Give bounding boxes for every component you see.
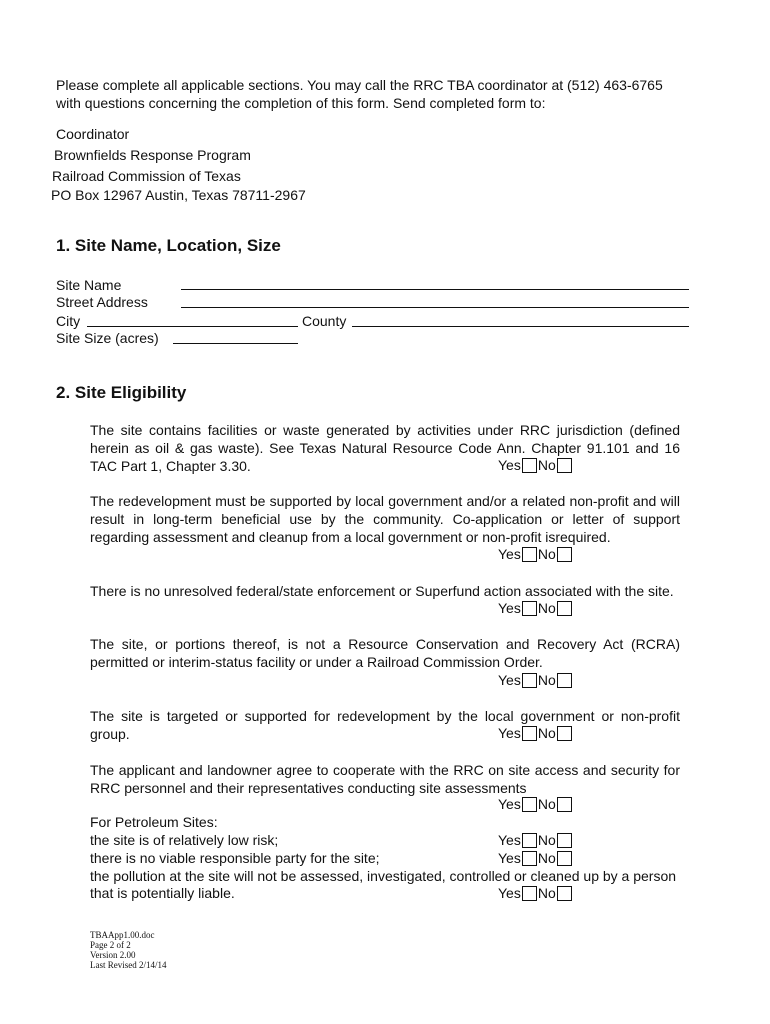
section-2-heading: 2. Site Eligibility [56,383,187,402]
section-1-heading: 1. Site Name, Location, Size [56,236,281,255]
street-address-field[interactable] [181,307,689,308]
eligibility-q5-text: The site is targeted or supported for redevelopment by the local government or non-profit group. [90,708,680,742]
address-line-coordinator: Coordinator [56,126,130,142]
eligibility-q4-text: The site, or portions thereof, is not a Resource Conservation and Recovery Act (RCRA) permitted or interim-status facility or under a Railroad Commission Order. [90,636,680,670]
city-field[interactable] [87,326,298,327]
intro-line-2: with questions concerning the completion of this form. Send completed form to: [56,95,546,111]
eligibility-q5-yesno [498,724,573,742]
q2-no-checkbox[interactable] [557,547,572,562]
no-label: No [537,796,556,812]
no-label: No [537,885,556,901]
eligibility-q1-yesno [498,456,573,474]
petroleum-sites-label: For Petroleum Sites: [90,814,218,830]
no-label: No [537,832,556,848]
petroleum-p3-text-line2: that is potentially liable. [90,885,235,901]
no-label: No [537,850,556,866]
footer-version: Version 2.00 [90,950,136,960]
site-name-label: Site Name [56,277,122,293]
yes-label: Yes [498,672,521,688]
yes-label: Yes [498,885,521,901]
p1-no-checkbox[interactable] [557,833,572,848]
q4-no-checkbox[interactable] [557,673,572,688]
q6-yes-checkbox[interactable] [522,797,537,812]
no-label: No [537,600,556,616]
q2-yes-checkbox[interactable] [522,547,537,562]
county-label: County [302,313,347,329]
yes-label: Yes [498,796,521,812]
petroleum-p1-yesno [498,831,573,849]
p2-yes-checkbox[interactable] [522,851,537,866]
street-address-label: Street Address [56,294,148,310]
q5-no-checkbox[interactable] [557,726,572,741]
site-name-field[interactable] [181,289,689,290]
q4-yes-checkbox[interactable] [522,673,537,688]
p3-yes-checkbox[interactable] [522,886,537,901]
q3-no-checkbox[interactable] [557,601,572,616]
yes-label: Yes [498,725,521,741]
no-label: No [537,672,556,688]
eligibility-q3-yesno [498,599,573,617]
q5-yes-checkbox[interactable] [522,726,537,741]
address-line-commission: Railroad Commission of Texas [52,168,241,184]
eligibility-q1-text: The site contains facilities or waste generated by activities under RRC jurisdiction (defined herein as oil & gas waste). See Texas Natural Resource Code Ann. Chapter 91.101 and 16 TAC Part 1, Chapter 3.30. [90,422,680,474]
site-size-label: Site Size (acres) [56,330,159,346]
footer-last-revised: Last Revised 2/14/14 [90,960,167,970]
p1-yes-checkbox[interactable] [522,833,537,848]
county-field[interactable] [352,326,689,327]
city-label: City [56,313,81,329]
petroleum-p2-yesno [498,849,573,867]
q1-yes-checkbox[interactable] [522,458,537,473]
address-line-pobox: PO Box 12967 Austin, Texas 78711-2967 [51,187,306,203]
site-size-field[interactable] [173,343,298,344]
q3-yes-checkbox[interactable] [522,601,537,616]
yes-label: Yes [498,546,521,562]
petroleum-p2-text: there is no viable responsible party for the site; [90,850,380,866]
no-label: No [537,725,556,741]
p3-no-checkbox[interactable] [557,886,572,901]
yes-label: Yes [498,600,521,616]
q6-no-checkbox[interactable] [557,797,572,812]
petroleum-p3-text-line1: the pollution at the site will not be assessed, investigated, controlled or cleaned up by a person [90,868,677,884]
eligibility-q4-yesno [498,671,573,689]
eligibility-q2-yesno [498,545,573,563]
yes-label: Yes [498,850,521,866]
address-line-program: Brownfields Response Program [54,147,251,163]
q1-no-checkbox[interactable] [557,458,572,473]
eligibility-q3-text: There is no unresolved federal/state enforcement or Superfund action associated with the site. [90,583,674,599]
no-label: No [537,546,556,562]
yes-label: Yes [498,832,521,848]
footer-page-number: Page 2 of 2 [90,940,131,950]
eligibility-q6-text: The applicant and landowner agree to cooperate with the RRC on site access and security for RRC personnel and their representatives conducting site assessments [90,762,680,796]
intro-line-1: Please complete all applicable sections. You may call the RRC TBA coordinator at (512) 463-6765 [56,77,663,93]
yes-label: Yes [498,457,521,473]
document-footer [90,930,167,970]
petroleum-p1-text: the site is of relatively low risk; [90,832,279,848]
footer-filename: TBAApp1.00.doc [90,930,155,940]
petroleum-p3-yesno [498,884,573,902]
eligibility-q6-yesno [498,795,573,813]
eligibility-q2-text: The redevelopment must be supported by local government and/or a related non-profit and will result in long-term beneficial use by the community. Co-application or letter of support regarding assessment and cleanup from a local government or non-profit isrequired. [90,493,680,545]
p2-no-checkbox[interactable] [557,851,572,866]
no-label: No [537,457,556,473]
